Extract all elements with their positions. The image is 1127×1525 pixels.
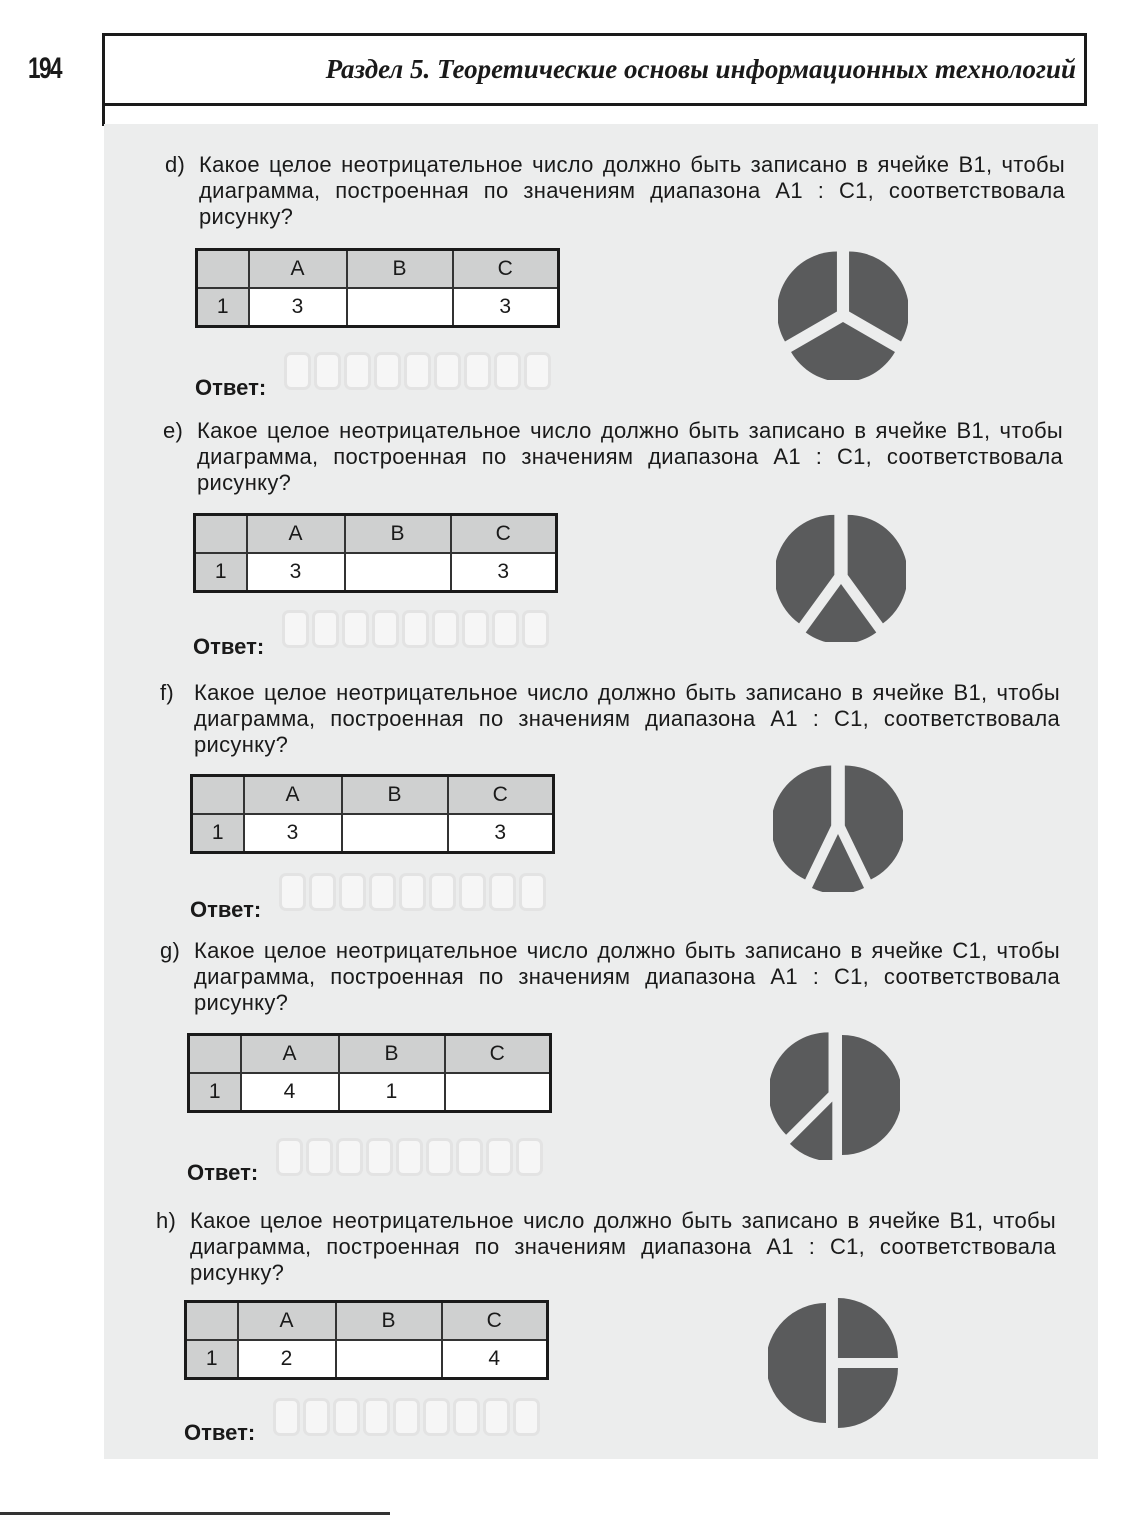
task-question [160,680,1060,758]
column-header: A [244,776,342,815]
answer-cell[interactable] [434,352,461,390]
corner-cell [186,1302,238,1341]
pie-slice [845,765,903,879]
answer-cell[interactable] [453,1398,480,1436]
answer-cell[interactable] [276,1138,303,1176]
answer-label: Ответ: [187,1160,259,1185]
cell-c1 [445,1073,551,1112]
left-rule [102,104,105,126]
answer-cell[interactable] [464,352,491,390]
task-body: Какое целое неотрицательное число должно быть записано в ячейке B1, чтобы диаграмма, построенная по значениям диапазона A1 : C1, соответствовала рисунку? [199,152,1065,229]
row-header: 1 [195,553,247,592]
task-body: Какое целое неотрицательное число должно быть записано в ячейке B1, чтобы диаграмма, построенная по значениям диапазона A1 : C1, соответствовала рисунку? [197,418,1063,495]
answer-cell[interactable] [303,1398,330,1436]
pie-slice [791,322,895,380]
answer-cell[interactable] [284,352,311,390]
pie-chart [776,512,906,642]
answer-cell[interactable] [524,352,551,390]
pie-slice [768,1303,826,1423]
corner-cell [197,250,249,289]
pie-slice [842,1035,900,1155]
answer-cell[interactable] [336,1138,363,1176]
task-letter: d) [165,152,186,177]
cell-c1: 4 [442,1340,548,1379]
cell-a1: 3 [247,553,345,592]
pie-chart [768,1298,898,1428]
answer-cell[interactable] [314,352,341,390]
pie-slice [849,252,908,342]
spreadsheet-table [187,1033,552,1113]
pie-chart [773,762,903,892]
answer-cell[interactable] [306,1138,333,1176]
cell-a1: 3 [249,288,347,327]
answer-cell[interactable] [366,1138,393,1176]
answer-cell[interactable] [344,352,371,390]
column-header: B [342,776,448,815]
answer-cell[interactable] [519,873,546,911]
answer-cell[interactable] [456,1138,483,1176]
task-body: Какое целое неотрицательное число должно быть записано в ячейке B1, чтобы диаграмма, построенная по значениям диапазона A1 : C1, соответствовала рисунку? [190,1208,1056,1285]
answer-label: Ответ: [195,375,267,400]
answer-cell[interactable] [486,1138,513,1176]
answer-cell[interactable] [396,1138,423,1176]
corner-cell [189,1035,241,1074]
column-header: C [451,515,557,554]
answer-cell[interactable] [516,1138,543,1176]
row-header: 1 [192,814,244,853]
section-header [102,33,1087,106]
answer-input[interactable] [279,873,546,911]
page-number: 194 [28,52,62,85]
pie-chart [770,1030,900,1160]
spreadsheet-table [195,248,560,328]
cell-c1: 3 [448,814,554,853]
answer-cell[interactable] [483,1398,510,1436]
answer-cell[interactable] [494,352,521,390]
answer-cell[interactable] [426,1138,453,1176]
column-header: C [453,250,559,289]
answer-cell[interactable] [522,610,549,648]
answer-cell[interactable] [489,873,516,911]
answer-cell[interactable] [404,352,431,390]
answer-cell[interactable] [279,873,306,911]
spreadsheet-table [190,774,555,854]
corner-cell [195,515,247,554]
pie-slice [773,765,831,879]
task-question [165,152,1065,230]
task-body: Какое целое неотрицательное число должно быть записано в ячейке B1, чтобы диаграмма, построенная по значениям диапазона A1 : C1, соответствовала рисунку? [194,680,1060,757]
answer-cell[interactable] [309,873,336,911]
pie-slice [838,1298,898,1358]
cell-a1: 2 [238,1340,336,1379]
answer-label: Ответ: [190,897,262,922]
answer-label: Ответ: [193,634,265,659]
column-header: B [347,250,453,289]
answer-cell[interactable] [432,610,459,648]
cell-a1: 3 [244,814,342,853]
answer-input[interactable] [276,1138,543,1176]
column-header: A [241,1035,339,1074]
pie-slice [838,1368,898,1428]
answer-cell[interactable] [333,1398,360,1436]
cell-b1 [345,553,451,592]
cell-c1: 3 [451,553,557,592]
row-header: 1 [189,1073,241,1112]
section-title: Раздел 5. Теоретические основы информационных технологий [325,54,1076,84]
task-question [160,938,1060,1016]
cell-b1 [336,1340,442,1379]
task-question [156,1208,1056,1286]
column-header: B [336,1302,442,1341]
answer-cell[interactable] [273,1398,300,1436]
answer-cell[interactable] [369,873,396,911]
task-question [163,418,1063,496]
spreadsheet-table [184,1300,549,1380]
task-letter: e) [163,418,184,443]
answer-cell[interactable] [339,873,366,911]
spreadsheet-table [193,513,558,593]
answer-input[interactable] [273,1398,540,1436]
row-header: 1 [186,1340,238,1379]
answer-cell[interactable] [393,1398,420,1436]
column-header: B [339,1035,445,1074]
answer-cell[interactable] [342,610,369,648]
task-letter: f) [160,680,175,705]
answer-cell[interactable] [399,873,426,911]
cell-a1: 4 [241,1073,339,1112]
answer-input[interactable] [282,610,549,648]
answer-cell[interactable] [462,610,489,648]
answer-label: Ответ: [184,1420,256,1445]
answer-cell[interactable] [402,610,429,648]
answer-cell[interactable] [363,1398,390,1436]
column-header: B [345,515,451,554]
column-header: A [238,1302,336,1341]
column-header: A [249,250,347,289]
cell-b1: 1 [339,1073,445,1112]
cell-b1 [342,814,448,853]
answer-input[interactable] [284,352,551,390]
column-header: A [247,515,345,554]
bottom-rule [0,1512,390,1515]
corner-cell [192,776,244,815]
answer-cell[interactable] [372,610,399,648]
answer-cell[interactable] [312,610,339,648]
answer-cell[interactable] [492,610,519,648]
row-header: 1 [197,288,249,327]
answer-cell[interactable] [374,352,401,390]
answer-cell[interactable] [423,1398,450,1436]
pie-chart [778,250,908,380]
answer-cell[interactable] [282,610,309,648]
column-header: C [445,1035,551,1074]
task-body: Какое целое неотрицательное число должно быть записано в ячейке C1, чтобы диаграмма, построенная по значениям диапазона A1 : C1, соответствовала рисунку? [194,938,1060,1015]
pie-slice [778,252,837,342]
task-letter: g) [160,938,181,963]
answer-cell[interactable] [513,1398,540,1436]
column-header: C [448,776,554,815]
answer-cell[interactable] [429,873,456,911]
cell-c1: 3 [453,288,559,327]
task-letter: h) [156,1208,177,1233]
answer-cell[interactable] [459,873,486,911]
cell-b1 [347,288,453,327]
column-header: C [442,1302,548,1341]
